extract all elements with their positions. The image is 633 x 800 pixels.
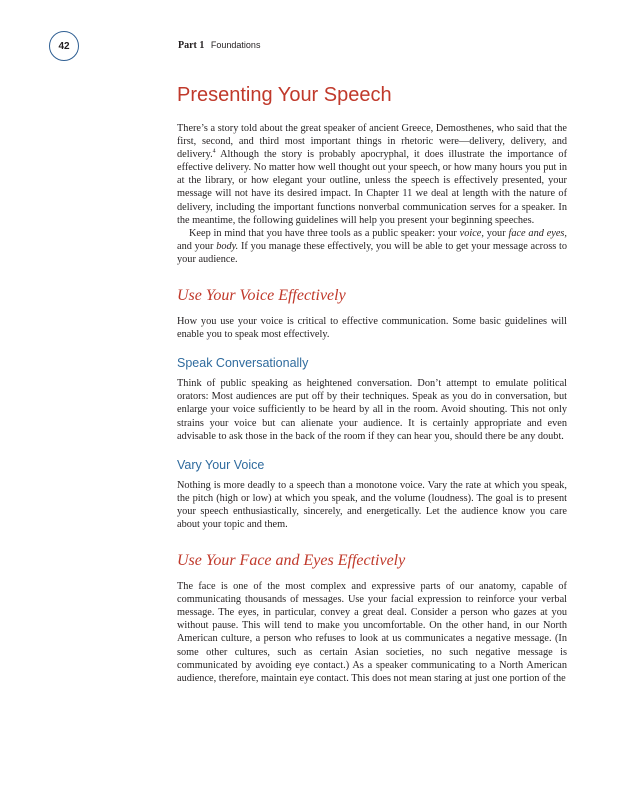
footnote-ref: 4 <box>212 148 216 155</box>
face-paragraph: The face is one of the most complex and expressive parts of our anatomy, capable of communicating thousands of messages. Use your facial expression to reinforce your verbal message. The eyes, in particular, convey a great deal. Consider a person who gazes at you without pause. This will tend to make you uncomfortable. On the other hand, in our North American culture, a person who refuses to look at us communicates a negative message. (In some other cultures, such as certain Asian societies, no such negative message is communicated by avoiding eye contact.) As a speaker communicating to a North American audience, therefore, maintain eye contact. This does not mean staring at just one portion of the <box>177 581 567 684</box>
intro-paragraph-1 <box>177 122 567 227</box>
page-title: Presenting Your Speech <box>177 84 392 106</box>
intro-p1-text-b: Although the story is probably apocryphal, it does illustrate the importance of effective delivery. No matter how well thought out your speech, or how many hours you put in at the library, or how elegant your outline, unless the speech is effectively presented, your message will not have its desired impact. In Chapter 11 we deal at length with the nature of delivery, including the important functions nonverbal communication serves for a speaker. In the meantime, the following guidelines will help you present your beginning speeches. <box>177 149 567 226</box>
intro-p2-text-b: your <box>483 227 509 239</box>
voice-paragraph: How you use your voice is critical to effective communication. Some basic guidelines will enable you to speak most effectively. <box>177 316 567 341</box>
heading-use-face-and-eyes: Use Your Face and Eyes Effectively <box>177 552 406 570</box>
intro-paragraph-2 <box>177 227 567 266</box>
term-voice: voice, <box>459 227 484 239</box>
intro-p1-text-a: There’s a story told about the great speaker of ancient Greece, Demosthenes, who said that the first, second, and third most important things in rhetoric were—delivery, delivery, and delivery. <box>177 123 567 161</box>
term-face-and-eyes: face and eyes, <box>508 227 567 239</box>
heading-vary-your-voice: Vary Your Voice <box>177 457 265 472</box>
conversational-paragraph: Think of public speaking as heightened conversation. Don’t attempt to emulate political orators: Most audiences are put off by their techniques. Speak as you do in conversation, but enlarge your voice sufficiently to be heard by all in the room. Avoid shouting. This not only strains your voice but can alienate your audience. It is certainly appropriate and even advisable to ask those in the back of the room if they can hear you, should there be any doubt. <box>177 378 567 442</box>
page-number: 42 <box>49 31 79 61</box>
page-body <box>177 81 567 685</box>
running-head <box>178 40 260 51</box>
section-label: Foundations <box>210 40 261 50</box>
intro-p2-text-a: Keep in mind that you have three tools as a public speaker: your <box>189 227 460 239</box>
intro-p2-text-c: and your <box>177 240 217 252</box>
intro-p2-text-d: If you manage these effectively, you will be able to get your message across to your audience. <box>177 240 568 265</box>
vary-paragraph: Nothing is more deadly to a speech than a monotone voice. Vary the rate at which you speak, the pitch (high or low) at which you speak, and the volume (loudness). The goal is to present your speech enthusiastically, sincerely, and energetically. Let the audience know you care about your topic and them. <box>177 479 567 530</box>
heading-use-your-voice: Use Your Voice Effectively <box>177 287 346 305</box>
part-label: Part 1 <box>178 40 205 51</box>
term-body: body. <box>216 240 239 252</box>
heading-speak-conversationally: Speak Conversationally <box>177 356 309 371</box>
